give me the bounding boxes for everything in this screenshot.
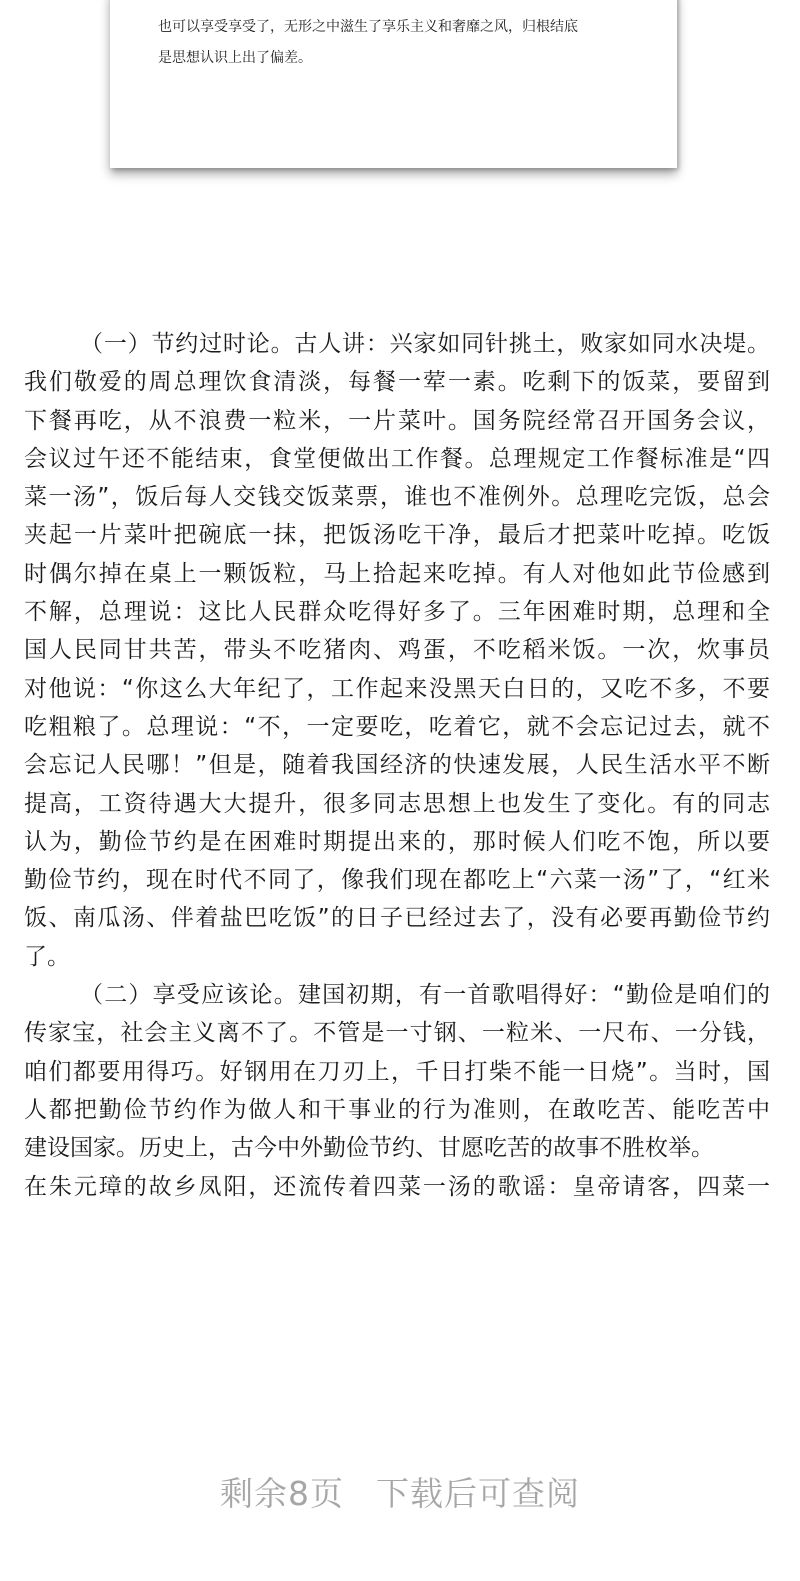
paragraph-line: 咱们都要用得巧。好钢用在刀刃上，千日打柴不能一日烧”。当时，国 [24, 1058, 770, 1085]
document-body [24, 325, 770, 1206]
download-to-view-text[interactable]: 下载后可查阅 [376, 1474, 580, 1513]
paragraph-line: 吃粗粮了。总理说：“不，一定要吃，吃着它，就不会忘记过去，就不 [24, 713, 770, 740]
download-prompt[interactable] [0, 1468, 800, 1515]
paragraph-line: 会忘记人民哪！”但是，随着我国经济的快速发展，人民生活水平不断 [24, 752, 770, 779]
paragraph-line: 认为，勤俭节约是在困难时期提出来的，那时候人们吃不饱，所以要 [24, 828, 770, 855]
paragraph-line: 下餐再吃，从不浪费一粒米，一片菜叶。国务院经常召开国务会议， [24, 407, 770, 434]
paragraph-line: 在朱元璋的故乡凤阳，还流传着四菜一汤的歌谣：皇帝请客，四菜一 [24, 1173, 770, 1200]
paragraph-line: 菜一汤”，饭后每人交钱交饭菜票，谁也不准例外。总理吃完饭，总会 [24, 484, 770, 511]
preview-page-card [110, 0, 677, 168]
paragraph-line: 不解，总理说：这比人民群众吃得好多了。三年困难时期，总理和全 [24, 599, 770, 626]
paragraph-line: 会议过午还不能结束，食堂便做出工作餐。总理规定工作餐标准是“四 [24, 445, 770, 472]
paragraph-line: （二）享受应该论。建国初期，有一首歌唱得好：“勤俭是咱们的 [80, 982, 770, 1009]
remaining-pages-text: 剩余8页 [220, 1474, 344, 1513]
paragraph-line: 勤俭节约，现在时代不同了，像我们现在都吃上“六菜一汤”了，“红米 [24, 867, 770, 894]
paragraph-line: 传家宝，社会主义离不了。不管是一寸钢、一粒米、一尺布、一分钱， [24, 1020, 770, 1047]
paragraph-line: 建设国家。历史上，古今中外勤俭节约、甘愿吃苦的故事不胜枚举。 [24, 1135, 714, 1162]
paragraph-line: 人都把勤俭节约作为做人和干事业的行为准则，在敢吃苦、能吃苦中 [24, 1096, 770, 1123]
paragraph-line: 我们敬爱的周总理饮食清淡，每餐一荤一素。吃剩下的饭菜，要留到 [24, 369, 770, 396]
paragraph-line: 了。 [24, 943, 70, 970]
paragraph-line: 提高，工资待遇大大提升，很多同志思想上也发生了变化。有的同志 [24, 790, 770, 817]
paragraph-line: 夹起一片菜叶把碗底一抹，把饭汤吃干净，最后才把菜叶吃掉。吃饭 [24, 522, 770, 549]
paragraph-line: 饭、南瓜汤、伴着盐巴吃饭”的日子已经过去了，没有必要再勤俭节约 [24, 905, 770, 932]
card-text-line: 也可以享受享受了，无形之中滋生了享乐主义和奢靡之风，归根结底 [158, 19, 578, 35]
paragraph-line: 时偶尔掉在桌上一颗饭粒，马上拾起来吃掉。有人对他如此节俭感到 [24, 560, 770, 587]
card-text-line: 是思想认识上出了偏差。 [158, 50, 312, 66]
paragraph-line: （一）节约过时论。古人讲：兴家如同针挑土，败家如同水决堤。 [80, 331, 770, 357]
paragraph-line: 对他说：“你这么大年纪了，工作起来没黑天白日的，又吃不多，不要 [24, 675, 770, 702]
paragraph-line: 国人民同甘共苦，带头不吃猪肉、鸡蛋，不吃稻米饭。一次，炊事员 [24, 637, 770, 664]
